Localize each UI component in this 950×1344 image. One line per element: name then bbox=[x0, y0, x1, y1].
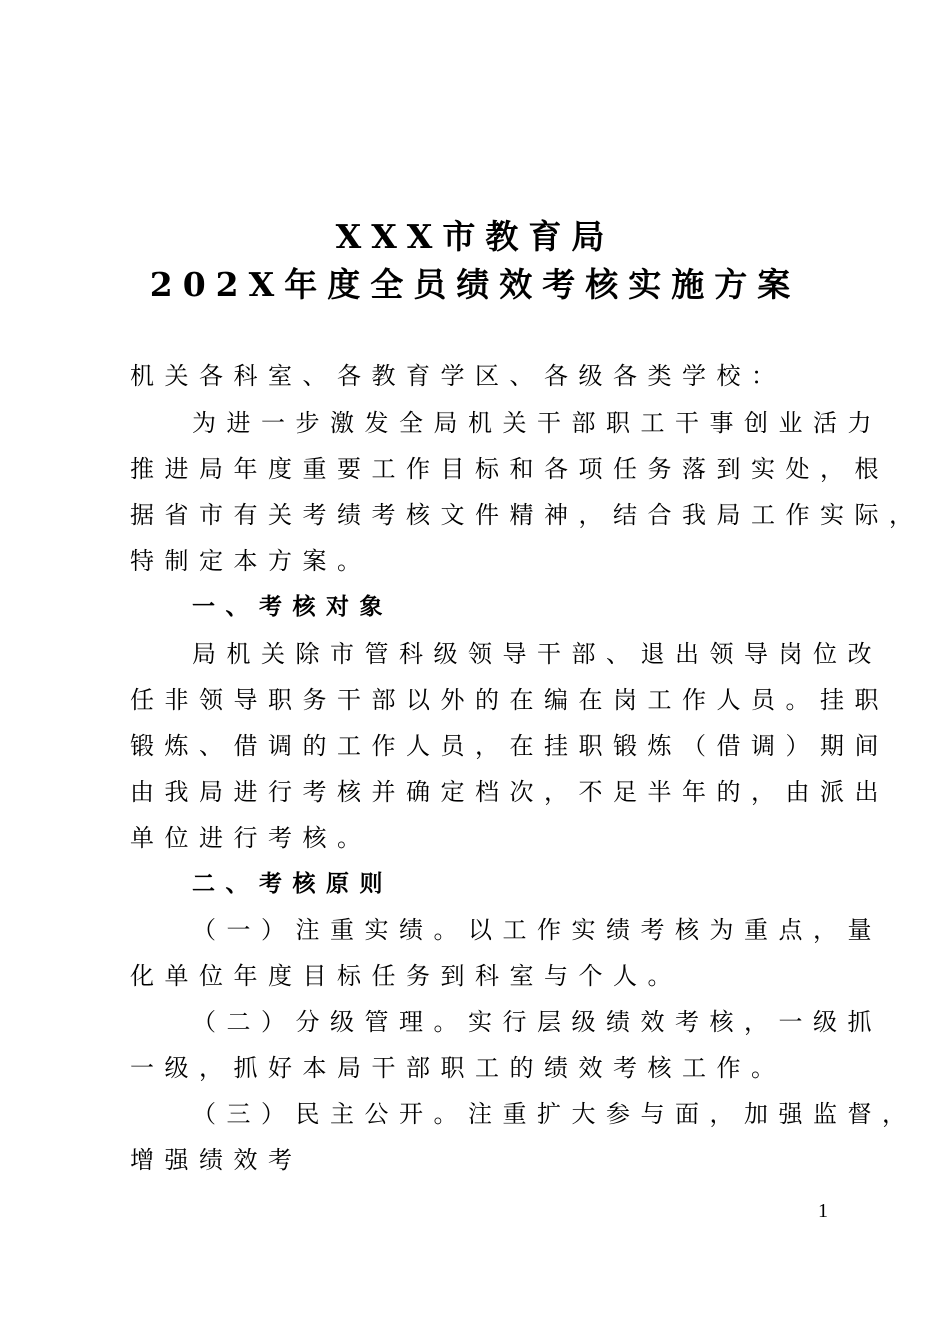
intro-line: 据省市有关考绩考核文件精神，结合我局工作实际， bbox=[130, 501, 924, 529]
section1-line: 单位进行考核。 bbox=[130, 824, 372, 852]
intro-line: 推进局年度重要工作目标和各项任务落到实处，根 bbox=[130, 455, 889, 483]
section1-line: 锻炼、借调的工作人员，在挂职锻炼（借调）期间 bbox=[130, 732, 889, 760]
section1-line: 由我局进行考核并确定档次，不足半年的，由派出 bbox=[130, 778, 889, 806]
salutation: 机关各科室、各教育学区、各级各类学校： bbox=[130, 362, 786, 390]
principle-item-1: （一）注重实绩。以工作实绩考核为重点，量 bbox=[192, 916, 882, 944]
section1-line: 局机关除市管科级领导干部、退出领导岗位改 bbox=[192, 640, 882, 668]
page-number: 1 bbox=[818, 1200, 828, 1222]
principle-item-3: （三）民主公开。注重扩大参与面，加强监督， bbox=[192, 1100, 917, 1128]
section-heading-2: 二、考核原则 bbox=[192, 871, 393, 897]
intro-line: 特制定本方案。 bbox=[130, 547, 372, 575]
intro-line: 为进一步激发全局机关干部职工干事创业活力 bbox=[192, 409, 882, 437]
principle-item-3-cont: 增强绩效考 bbox=[130, 1146, 303, 1174]
section-heading-1: 一、考核对象 bbox=[192, 594, 393, 620]
document-title-line2: 202X年度全员绩效考核实施方案 bbox=[149, 265, 801, 304]
principle-item-2-cont: 一级，抓好本局干部职工的绩效考核工作。 bbox=[130, 1054, 786, 1082]
principle-item-1-cont: 化单位年度目标任务到科室与个人。 bbox=[130, 962, 682, 990]
section1-line: 任非领导职务干部以外的在编在岗工作人员。挂职 bbox=[130, 686, 889, 714]
document-title-line1: XXX市教育局 bbox=[335, 217, 615, 256]
principle-item-2: （二）分级管理。实行层级绩效考核，一级抓 bbox=[192, 1008, 882, 1036]
